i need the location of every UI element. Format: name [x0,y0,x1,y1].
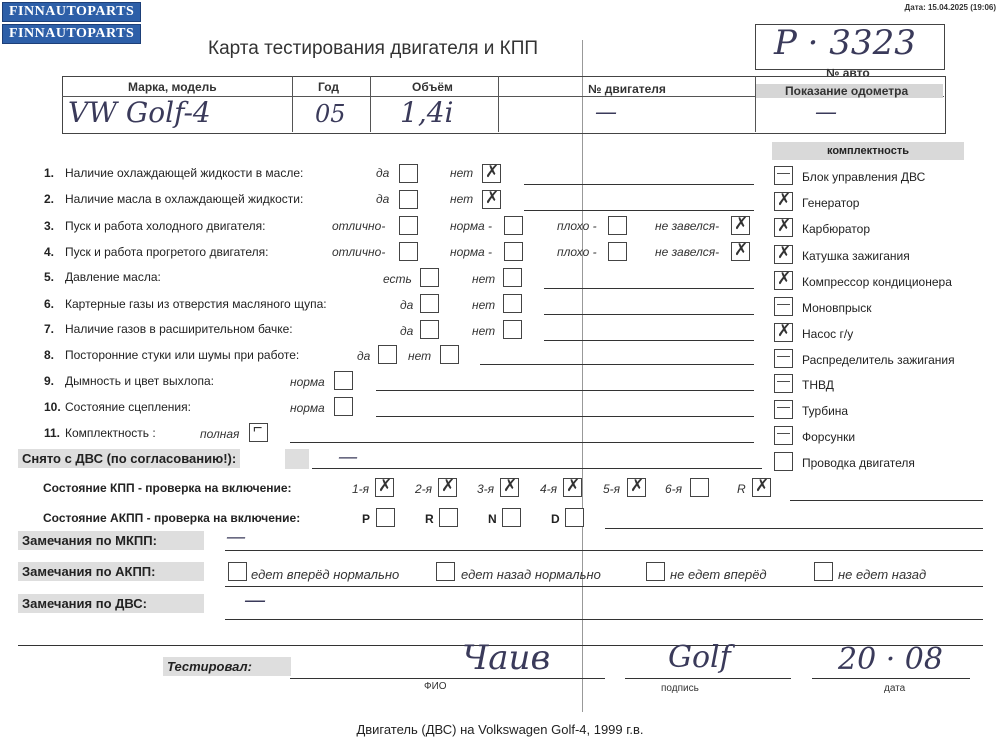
col-header-year: Год [318,80,339,94]
plate-label: № авто [826,66,870,80]
question-text: Давление масла: [65,270,161,284]
note-line [225,619,983,620]
komplekt-item: Моновпрыск [802,301,872,315]
gear-checkbox[interactable] [563,478,582,497]
print-date: Дата: 15.04.2025 (19:06) [904,3,996,12]
komplekt-item: Форсунки [802,430,856,444]
header-divider [370,76,371,132]
header-divider [498,76,499,132]
model-value: VW Golf-4 [68,96,211,129]
option-label: да [376,166,390,180]
tester-signature: Golf [668,640,731,675]
checkbox[interactable] [334,371,353,390]
mode-label: N [488,512,497,526]
komplekt-item: Турбина [802,404,849,418]
komplekt-item: Катушка зажигания [802,249,910,263]
komplekt-item: Распределитель зажигания [802,353,955,367]
akpp-remark-checkbox[interactable] [646,562,665,581]
komplekt-checkbox[interactable] [774,297,793,316]
komplekt-checkbox[interactable] [774,166,793,185]
image-caption: Двигатель (ДВС) на Volkswagen Golf-4, 1999 г.в. [356,722,644,737]
checkbox[interactable] [334,397,353,416]
question-text: Комплектность : [65,426,156,440]
question-text: Состояние сцепления: [65,400,191,414]
akpp-remark-checkbox[interactable] [228,562,247,581]
komplekt-item: Компрессор кондиционера [802,275,952,289]
akpp-remark-option: едет вперёд нормально [251,567,400,582]
question-text: Наличие охлаждающей жидкости в масле: [65,166,304,180]
mode-label: R [425,512,434,526]
checkbox[interactable] [399,216,418,235]
question-number: 8. [44,348,55,362]
gear-label: R [737,482,746,496]
gear-checkbox[interactable] [438,478,457,497]
question-number: 6. [44,297,55,311]
engine-no-value: — [595,100,617,125]
signature-caption: подпись [661,683,699,694]
checkbox[interactable] [608,216,627,235]
tester-name: Чаив [462,638,551,678]
option-label: да [400,324,414,338]
mode-label: D [551,512,560,526]
akpp-remark-option: не едет назад [838,567,927,582]
col-header-engine-no: № двигателя [588,82,666,96]
note-line [544,288,754,289]
question-number: 9. [44,374,55,388]
checkbox[interactable] [503,268,522,287]
checkbox[interactable] [503,294,522,313]
komplekt-item: Блок управления ДВС [802,170,926,184]
checkbox[interactable] [420,268,439,287]
komplekt-checkbox[interactable] [774,271,793,290]
option-label: отлично- [332,245,386,259]
watermark-logo: FINNAUTOPARTS [2,2,141,22]
tick-mark-icon: ⌐ [253,420,263,437]
option-label: нет [450,166,474,180]
komplekt-checkbox[interactable] [774,218,793,237]
question-number: 4. [44,245,55,259]
option-label: нет [472,272,496,286]
gear-label: 4-я [540,482,558,496]
note-line [605,528,983,529]
option-label: плохо - [557,219,597,233]
option-label: норма - [450,219,493,233]
header-divider [292,76,293,132]
komplekt-checkbox[interactable] [774,192,793,211]
note-line [790,500,983,501]
akpp-remark-option: едет назад нормально [461,567,601,582]
plate-value: Р · 3323 [774,23,916,63]
komplekt-checkbox[interactable] [774,452,793,471]
checkbox-checked[interactable] [249,420,268,442]
note-line [544,340,754,341]
question-number: 2. [44,192,55,206]
note-line [312,468,762,469]
note-line [225,586,983,587]
test-date: 20 · 08 [838,642,943,677]
watermark-logo: FINNAUTOPARTS [2,24,141,44]
gear-label: 6-я [665,482,683,496]
option-label: норма - [450,245,493,259]
gear-checkbox[interactable] [752,478,771,497]
akpp-remark-checkbox[interactable] [814,562,833,581]
question-text: Пуск и работа прогретого двигателя: [65,245,269,259]
mode-label: P [362,512,371,526]
note-line [376,390,754,391]
question-number: 7. [44,322,55,336]
question-text: Дымность и цвет выхлопа: [65,374,214,388]
komplekt-caption: комплектность [772,142,964,160]
gear-label: 3-я [477,482,495,496]
dvs-remarks-value: — [244,588,266,613]
option-label: норма [290,375,325,389]
tested-by-label: Тестировал: [163,657,291,676]
checkbox[interactable] [399,242,418,261]
checkbox[interactable] [504,242,523,261]
mkpp-remarks-value: — [226,524,246,548]
odometer-value: — [815,100,837,125]
option-label: не завелся- [655,219,720,233]
mkpp-remarks-title: Замечания по МКПП: [18,531,204,550]
komplekt-checkbox[interactable] [774,349,793,368]
akpp-label: Состояние АКПП - проверка на включение: [43,511,301,525]
note-line [225,550,983,551]
volume-value: 1,4i [400,96,454,129]
checkbox[interactable] [420,294,439,313]
page-title: Карта тестирования двигателя и КПП [208,38,539,59]
checkbox[interactable] [503,320,522,339]
checkbox[interactable] [504,216,523,235]
question-number: 1. [44,166,55,180]
komplekt-checkbox[interactable] [774,245,793,264]
col-header-model: Марка, модель [128,80,217,94]
option-label: отлично- [332,219,386,233]
note-line [544,314,754,315]
gear-checkbox[interactable] [375,478,394,497]
note-line [524,210,754,211]
year-value: 05 [315,100,346,128]
fold-line [582,40,583,712]
question-text: Посторонние стуки или шумы при работе: [65,348,300,362]
dvs-remarks-title: Замечания по ДВС: [18,594,204,613]
checkbox[interactable] [440,345,459,364]
komplekt-checkbox[interactable] [774,323,793,342]
plate-box [755,24,945,70]
option-label: да [357,349,371,363]
option-label: плохо - [557,245,597,259]
option-label: нет [408,349,432,363]
akpp-remark-checkbox[interactable] [436,562,455,581]
signature-line [625,678,791,679]
question-text: Картерные газы из отверстия масляного щупа: [65,297,327,311]
checkbox[interactable] [378,345,397,364]
gear-checkbox[interactable] [690,478,709,497]
option-label: не завелся- [655,245,720,259]
gear-label: 5-я [603,482,621,496]
komplekt-checkbox[interactable] [774,426,793,445]
checkbox-checked[interactable] [482,164,501,183]
option-label: нет [472,298,496,312]
question-number: 3. [44,219,55,233]
question-number: 11. [44,426,61,440]
question-text: Пуск и работа холодного двигателя: [65,219,266,233]
option-label: полная [200,427,240,441]
question-text: Наличие газов в расширительном бачке: [65,322,293,336]
mode-checkbox[interactable] [502,508,521,527]
note-line [480,364,754,365]
komplekt-item: Генератор [802,196,860,210]
question-number: 5. [44,270,55,284]
option-label: да [400,298,414,312]
checkbox-checked[interactable] [482,190,501,209]
gear-checkbox[interactable] [627,478,646,497]
komplekt-item: ТНВД [802,378,834,392]
akpp-remarks-title: Замечания по АКПП: [18,562,204,581]
checkbox[interactable] [420,320,439,339]
removed-section-title: Снято с ДВС (по согласованию!): [18,449,240,468]
mode-checkbox[interactable] [376,508,395,527]
question-number: 10. [44,400,61,414]
question-text: Наличие масла в охлаждающей жидкости: [65,192,304,206]
col-header-odometer: Показание одометра [785,84,909,98]
note-line [376,416,754,417]
komplekt-checkbox[interactable] [774,374,793,393]
gear-label: 1-я [352,482,370,496]
komplekt-item: Карбюратор [802,222,871,236]
komplekt-checkbox[interactable] [774,400,793,419]
checkbox-checked[interactable] [731,242,750,261]
komplekt-item: Насос г/у [802,327,854,341]
section-shade [285,449,309,469]
signature-line [812,678,970,679]
option-label: есть [383,272,412,286]
col-header-volume: Объём [412,80,453,94]
option-label: нет [472,324,496,338]
mode-checkbox[interactable] [565,508,584,527]
checkbox[interactable] [399,190,418,209]
note-line [524,184,754,185]
signature-line [290,678,605,679]
gear-label: 2-я [415,482,433,496]
date-caption: дата [884,683,906,694]
option-label: да [376,192,390,206]
checkbox[interactable] [608,242,627,261]
mode-checkbox[interactable] [439,508,458,527]
removed-value: — [338,444,358,468]
akpp-remark-option: не едет вперёд [670,567,767,582]
option-label: норма [290,401,325,415]
kpp-label: Состояние КПП - проверка на включение: [43,481,292,495]
checkbox[interactable] [399,164,418,183]
fio-caption: ФИО [424,681,447,692]
note-line [290,442,754,443]
option-label: нет [450,192,474,206]
gear-checkbox[interactable] [500,478,519,497]
komplekt-item: Проводка двигателя [802,456,915,470]
checkbox-checked[interactable] [731,216,750,235]
